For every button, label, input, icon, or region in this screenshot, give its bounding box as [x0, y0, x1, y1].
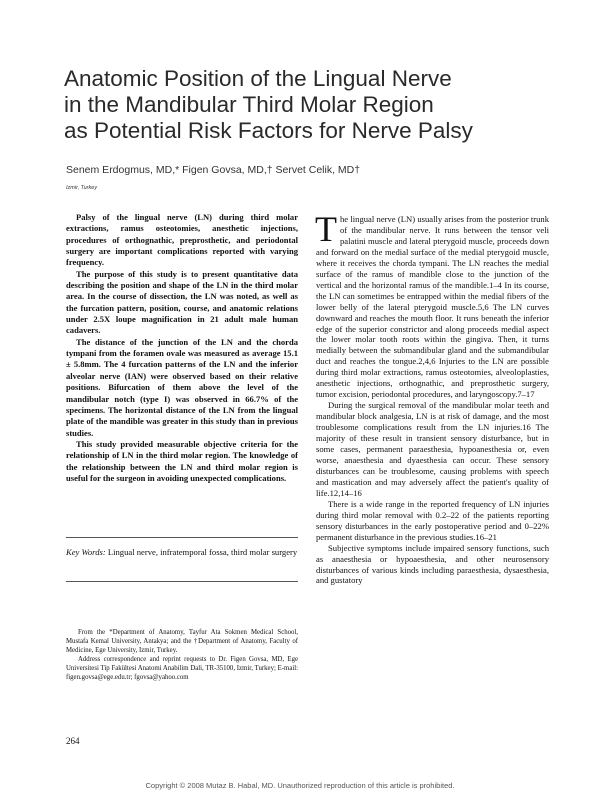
title-line: in the Mandibular Third Molar Region: [64, 92, 434, 117]
abstract-paragraph: The distance of the junction of the LN and the chorda tympani from the foramen ovale was measured as average 15.1 ± 5.8mm. The 4 furcation patterns of the LN and the inferior alveolar nerve (IAN) were observed based on their relative positions. Bifurcation of them above the level of the mandibular notch (type I) was observed in 66.7% of the specimens. The horizontal distance of the LN from the lingual plate of the mandible was greater in this study than in previous studies.: [66, 336, 298, 438]
author-list: Senem Erdogmus, MD,* Figen Govsa, MD,† Servet Celik, MD†: [66, 164, 361, 176]
drop-cap: T: [315, 209, 337, 249]
body-paragraph: There is a wide range in the reported frequency of LN injuries during third molar removal with 0.2–22 of the patients reporting sensory disturbances in the early postoperative period and 0–22% permanent disturbance in the previous studies.16–21: [316, 498, 549, 542]
body-paragraph-text: he lingual nerve (LN) usually arises from the posterior trunk of the mandibular nerve. It runs between the tensor veli palatini muscle and lateral pterygoid muscle, proceeds down and forward on the medial surface of the medial pterygoid muscle, where it receives the chorda tympani. The LN reaches the medial surface of the ramus of mandible close to the junction of the vertical and the horizontal ramus of the mandible.1–4 In its course, the LN can sometimes be entrapped within the medial fibers of the lower belly of the lateral pterygoid muscle.5,6 The LN curves downward and reaches the mouth floor. It runs beneath the inferior edge of the superior constrictor and along proceeds medial aspect the lower molar tooth roots within the gingiva. Then, it turns medially between the submandibular gland and the submandibular duct and reaches the tongue.2,4,6 Injuries to the LN are possible during third molar extractions, ramus osteotomies, alveoloplasties, anesthetic injections, orthognathic, and preprosthetic surgery, tumor excision, periodontal procedures, and laryngoscopy.7–17: [316, 214, 549, 400]
author-location: Izmir, Turkey: [66, 185, 98, 191]
affiliation-note: From the *Department of Anatomy, Tayfur Ata Sokmen Medical School, Mustafa Kemal University, Antakya; and the †Department of Anatomy, Faculty of Medicine, Ege University, Izmir, Turkey.: [66, 629, 298, 654]
body-paragraph: Subjective symptoms include impaired sensory functions, such as anaesthesia or hypoaesthesia, and other neurosensory disturbances of various kinds including paraesthesia, dysaesthesia, and gustatory: [316, 542, 549, 586]
abstract-paragraph: Palsy of the lingual nerve (LN) during third molar extractions, ramus osteotomies, anesthetic injections, procedures of orthognathic, preprosthetic, and periodontal surgery are important complications reported with varying frequency.: [66, 212, 298, 268]
divider-top: [66, 537, 298, 538]
title-line: as Potential Risk Factors for Nerve Palsy: [64, 118, 473, 143]
abstract-paragraph: The purpose of this study is to present quantitative data describing the position and shape of the LN in the third molar area. In the course of dissection, the LN was noted, as well as the furcation pattern, position, course, and anatomic relations under 2.5X loupe magnification in 21 adult male human cadavers.: [66, 268, 298, 336]
abstract-paragraph: This study provided measurable objective criteria for the relationship of LN in the third molar region. The knowledge of the relationship between the LN and third molar region is useful for the surgeon in avoiding unexpected complications.: [66, 438, 298, 483]
divider-bottom: [66, 581, 298, 582]
keywords: [66, 547, 298, 558]
body-paragraph: During the surgical removal of the mandibular molar teeth and mandibular block analgesia, LN is at risk of damage, and the most troublesome complications result from the LN injuries.16 The majority of these result in transient sensory disturbance, but in some cases, permanent paraesthesia, hypoanesthesia or, even worse, anaesthesia and dyaesthesia can occur. These sensory disturbances can be troublesome, causing problems with speech and mastication and may adversely affect the patient's quality of life.12,14–16: [316, 400, 549, 498]
page-number: 264: [66, 736, 80, 746]
keywords-text: Lingual nerve, infratemporal fossa, third molar surgery: [105, 547, 298, 557]
copyright-notice: Copyright © 2008 Mutaz B. Habal, MD. Unauthorized reproduction of this article is prohibited.: [145, 781, 455, 790]
keywords-label: Key Words:: [66, 547, 106, 557]
abstract: [66, 212, 298, 484]
footnotes: [66, 629, 298, 682]
body-text-column: [315, 209, 549, 586]
article-title: [64, 66, 564, 144]
title-line: Anatomic Position of the Lingual Nerve: [64, 66, 452, 91]
correspondence-note: Address correspondence and reprint requests to Dr. Figen Govsa, MD, Ege Universitesi Tip Fakültesi Anatomi Anabilim Dali, TR-35100, Izmir, Turkey; E-mail: figen.govsa@ege.edu.tr; fgovsa@yahoo.com: [66, 655, 298, 681]
body-paragraph: [315, 209, 549, 400]
